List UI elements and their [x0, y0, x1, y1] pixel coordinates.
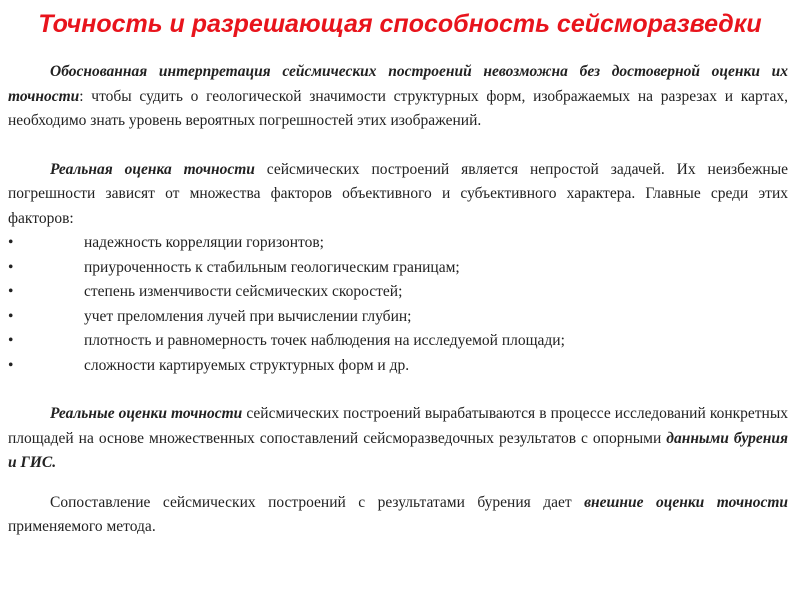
list-item-text: сложности картируемых структурных форм и др. [84, 356, 410, 374]
list-item-text: надежность корреляции горизонтов; [84, 234, 324, 251]
list-item [8, 354, 788, 379]
bullet: • [8, 307, 14, 325]
p3-emphasis-2: данными бурения и ГИС. [8, 429, 788, 471]
list-item [8, 280, 788, 305]
p2-emphasis: Реальная оценка точности [50, 160, 255, 178]
p1-text: : чтобы судить о геологической значимости структурных форм, изображаемых на разрезах и картах, необходимо знать уровень вероятных погрешностей этих изображений. [8, 87, 788, 129]
p1-emphasis: Обоснованная интерпретация сейсмических построений невозможна без достоверной оценки их точности [8, 63, 788, 105]
p4-text: Сопоставление сейсмических построений с результатами бурения дает [50, 493, 585, 511]
slide-body [8, 60, 788, 540]
list-item-text: степень изменчивости сейсмических скоростей; [84, 283, 403, 300]
bullet: • [8, 234, 14, 251]
paragraph-3 [8, 402, 788, 476]
bullet: • [8, 258, 14, 276]
p4-text-2: применяемого метода. [8, 518, 156, 535]
slide-title: Точность и разрешающая способность сейсморазведки [38, 10, 762, 38]
paragraph-2 [8, 158, 788, 232]
list-item [8, 329, 788, 354]
paragraph-4 [8, 491, 788, 540]
bullet: • [8, 283, 14, 300]
list-item-text: приуроченность к стабильным геологическим границам; [84, 258, 460, 276]
bullet: • [8, 356, 14, 374]
p3-text: сейсмических построений вырабатываются в процессе исследований конкретных площадей на основе множественных сопоставлений сейсморазведочных результатов с опорными [8, 405, 789, 447]
p4-emphasis: внешние оценки точности [584, 493, 788, 511]
list-item [8, 305, 788, 330]
list-item-text: учет преломления лучей при вычислении глубин; [84, 307, 412, 325]
paragraph-1 [8, 60, 788, 134]
bullet: • [8, 332, 14, 349]
p3-emphasis: Реальные оценки точности [50, 405, 243, 422]
list-item [8, 256, 788, 281]
factor-list [8, 231, 788, 378]
list-item-text: плотность и равномерность точек наблюдения на исследуемой площади; [84, 332, 565, 349]
list-item [8, 231, 788, 256]
p2-text: сейсмических построений является непростой задачей. Их неизбежные погрешности зависят от множества факторов объективного и субъективного характера. Главные среди этих факторов: [8, 160, 788, 227]
